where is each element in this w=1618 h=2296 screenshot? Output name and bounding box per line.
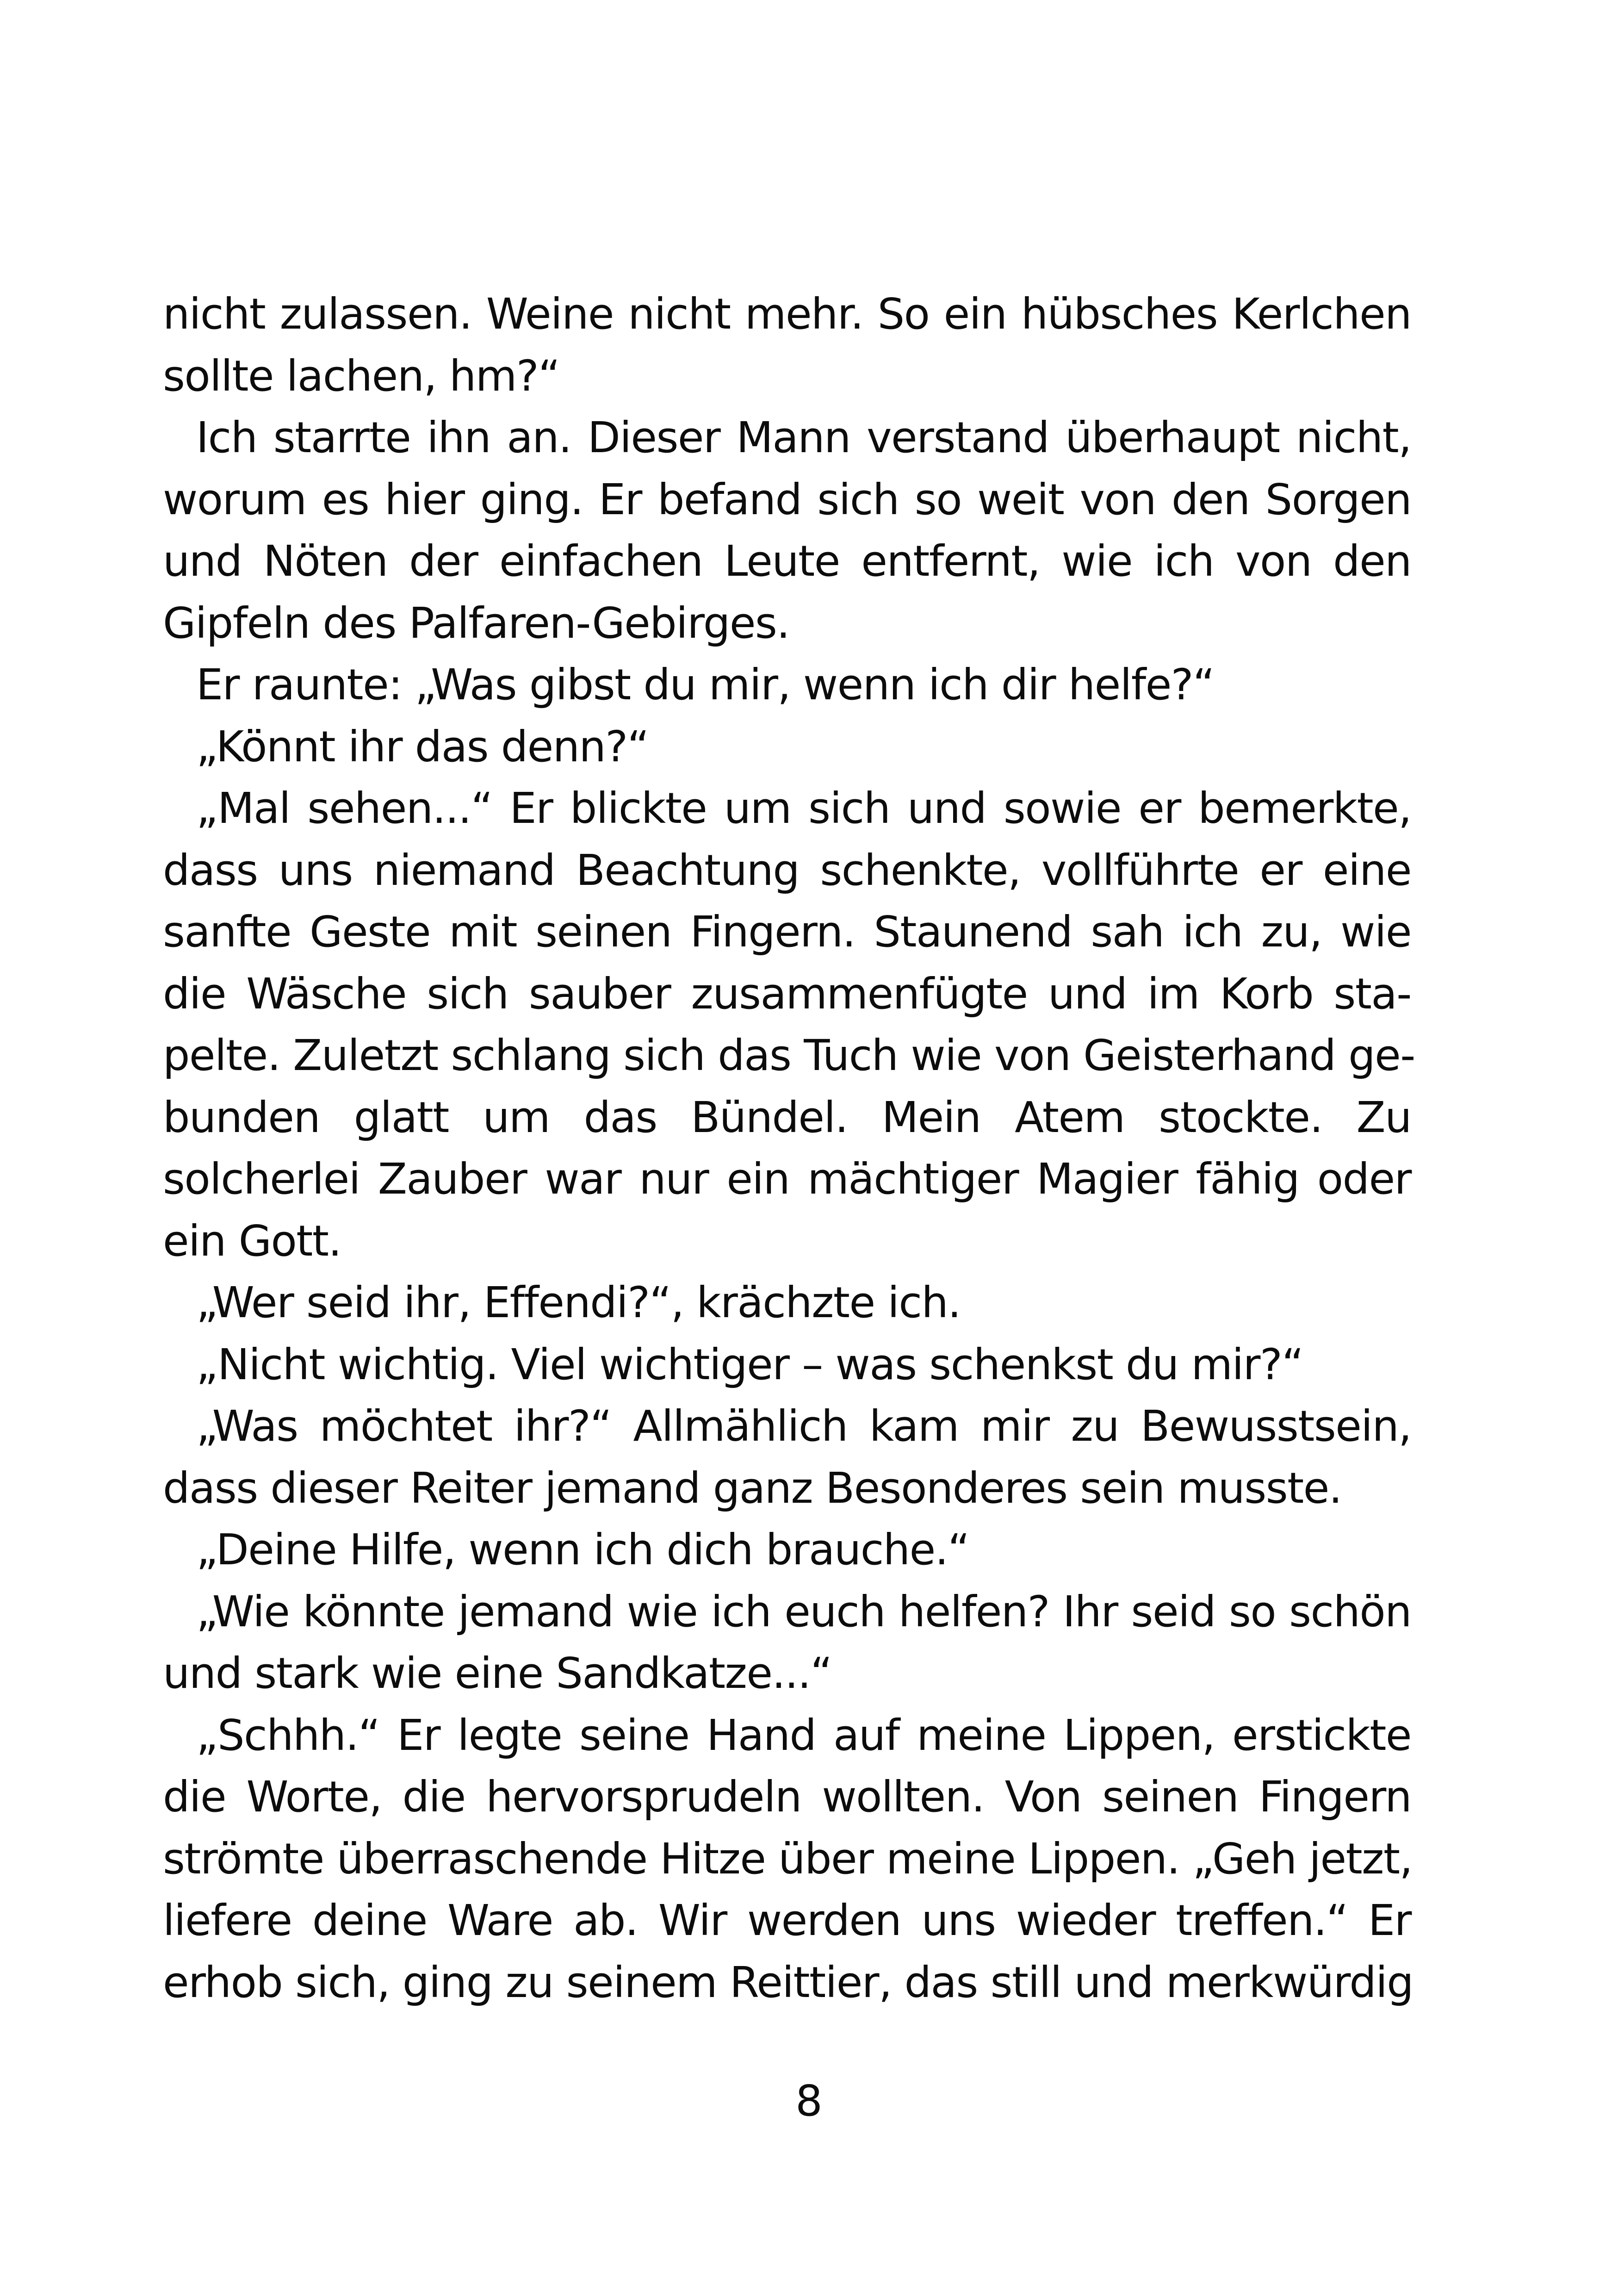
text-line: sollte lachen, hm?“ bbox=[163, 351, 560, 401]
text-line: bunden glatt um das Bündel. Mein Atem stockte. Zu bbox=[163, 1092, 1411, 1142]
text-line: Ich starrte ihn an. Dieser Mann verstand überhaupt nicht, bbox=[196, 413, 1411, 462]
text-line: und stark wie eine Sandkatze...“ bbox=[163, 1649, 832, 1698]
text-line: ein Gott. bbox=[163, 1216, 341, 1266]
text-line: und Nöten der einfachen Leute entfernt, wie ich von den bbox=[163, 536, 1411, 586]
text-line: Er raunte: „Was gibst du mir, wenn ich dir helfe?“ bbox=[196, 660, 1215, 709]
page-number: 8 bbox=[795, 2076, 823, 2126]
text-line: „Könnt ihr das denn?“ bbox=[196, 722, 649, 772]
text-line: liefere deine Ware ab. Wir werden uns wieder treffen.“ Er bbox=[163, 1896, 1411, 1945]
text-line: dass dieser Reiter jemand ganz Besonderes sein musste. bbox=[163, 1463, 1342, 1513]
text-line: „Mal sehen...“ Er blickte um sich und sowie er bemerkte, bbox=[196, 784, 1411, 833]
text-line: Gipfeln des Palfaren-Gebirges. bbox=[163, 598, 790, 648]
body-text bbox=[163, 283, 1415, 2013]
text-line: „Was möchtet ihr?“ Allmählich kam mir zu Bewusstsein, bbox=[196, 1401, 1411, 1451]
text-line: sanfte Geste mit seinen Fingern. Staunend sah ich zu, wie bbox=[163, 907, 1411, 957]
text-line: worum es hier ging. Er befand sich so weit von den Sorgen bbox=[163, 474, 1411, 524]
text-line: „Nicht wichtig. Viel wichtiger – was schenkst du mir?“ bbox=[196, 1339, 1303, 1389]
text-line: die Wäsche sich sauber zusammenfügte und im Korb sta- bbox=[163, 969, 1411, 1019]
text-line: dass uns niemand Beachtung schenkte, vollführte er eine bbox=[163, 845, 1411, 895]
text-line: die Worte, die hervorsprudeln wollten. Von seinen Fingern bbox=[163, 1772, 1411, 1822]
text-line: „Wie könnte jemand wie ich euch helfen? Ihr seid so schön bbox=[196, 1587, 1411, 1636]
text-line: erhob sich, ging zu seinem Reittier, das still und merkwürdig bbox=[163, 1957, 1413, 2007]
text-line: „Schhh.“ Er legte seine Hand auf meine Lippen, erstickte bbox=[196, 1710, 1411, 1760]
text-line: nicht zulassen. Weine nicht mehr. So ein hübsches Kerlchen bbox=[163, 289, 1411, 339]
text-line: pelte. Zuletzt schlang sich das Tuch wie von Geisterhand ge- bbox=[163, 1031, 1415, 1080]
text-line: „Wer seid ihr, Effendi?“, krächzte ich. bbox=[196, 1278, 961, 1327]
text-line: „Deine Hilfe, wenn ich dich brauche.“ bbox=[196, 1525, 969, 1574]
text-line: strömte überraschende Hitze über meine Lippen. „Geh jetzt, bbox=[163, 1834, 1413, 1884]
text-line: solcherlei Zauber war nur ein mächtiger Magier fähig oder bbox=[163, 1154, 1411, 1204]
